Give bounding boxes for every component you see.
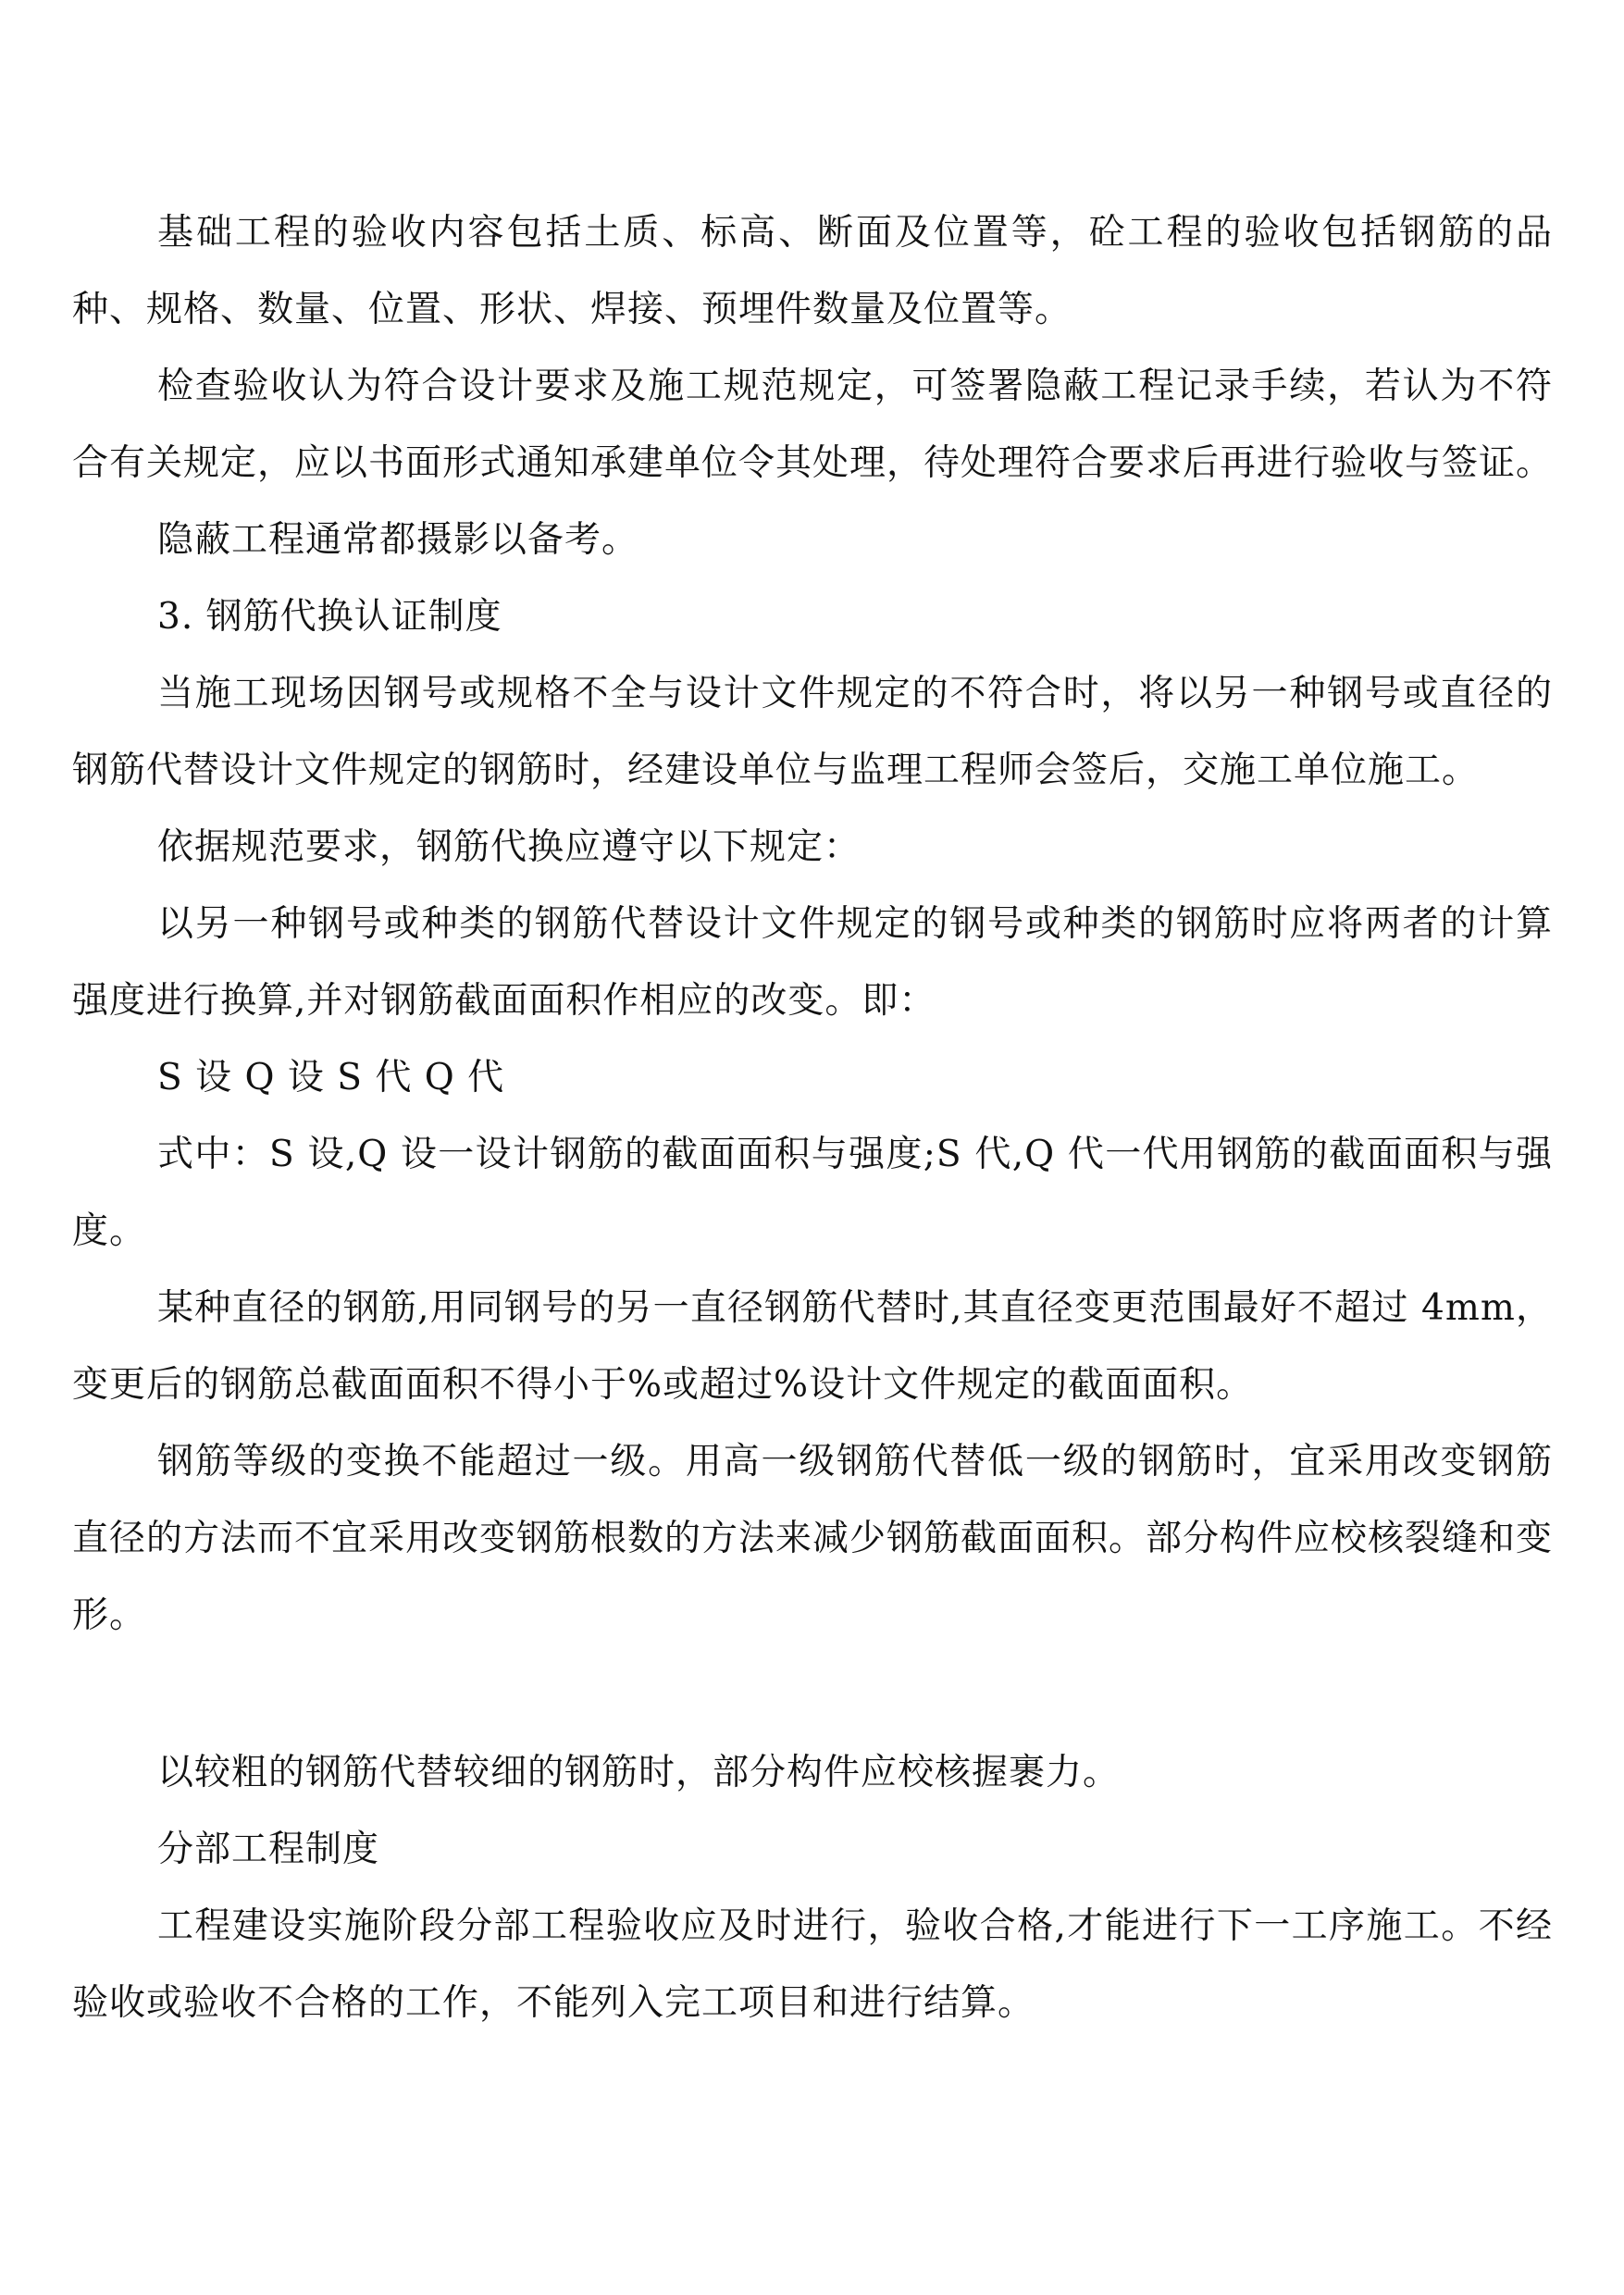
paragraph-photography: 隐蔽工程通常都摄影以备考。 [157, 519, 639, 561]
paragraph-foundation-acceptance: 基础工程的验收内容包括土质、标高、断面及位置等，砼工程的验收包括钢筋的品种、规格、数量、位置、形状、焊接、预埋件数量及位置等。 [72, 212, 1553, 330]
paragraph-formula-definition: 式中：S 设,Q 设一设计钢筋的截面面积与强度;S 代,Q 代一代用钢筋的截面面积与强度。 [72, 1134, 1553, 1252]
paragraph-strength-conversion: 以另一种钢号或种类的钢筋代替设计文件规定的钢号或种类的钢筋时应将两者的计算强度进行换算,并对钢筋截面面积作相应的改变。即： [72, 903, 1553, 1022]
document-body [72, 194, 1553, 2041]
paragraph-bond-check: 以较粗的钢筋代替较细的钢筋时，部分构件应校核握裹力。 [157, 1752, 1121, 1793]
paragraph-substitution-rules-intro: 依据规范要求，钢筋代换应遵守以下规定： [157, 826, 862, 868]
paragraph-substitution-condition: 当施工现场因钢号或规格不全与设计文件规定的不符合时，将以另一种钢号或直径的钢筋代替设计文件规定的钢筋时，经建设单位与监理工程师会签后，交施工单位施工。 [72, 673, 1553, 791]
paragraph-grade-change: 钢筋等级的变换不能超过一级。用高一级钢筋代替低一级的钢筋时，宜采用改变钢筋直径的方法而不宜采用改变钢筋根数的方法来减少钢筋截面面积。部分构件应校核裂缝和变形。 [72, 1441, 1554, 1636]
paragraph-inspection-signoff: 检查验收认为符合设计要求及施工规范规定，可签署隐蔽工程记录手续，若认为不符合有关规定，应以书面形式通知承建单位令其处理，待处理符合要求后再进行验收与签证。 [72, 366, 1554, 484]
section-heading-subproject: 分部工程制度 [157, 1829, 380, 1870]
section-heading-rebar-substitution: 3. 钢筋代换认证制度 [157, 596, 502, 638]
paragraph-diameter-change: 某种直径的钢筋,用同钢号的另一直径钢筋代替时,其直径变更范围最好不超过 4mm，变更后的钢筋总截面面积不得小于%或超过%设计文件规定的截面面积。 [72, 1287, 1553, 1406]
paragraph-subproject-acceptance: 工程建设实施阶段分部工程验收应及时进行，验收合格,才能进行下一工序施工。不经验收或验收不合格的工作，不能列入完工项目和进行结算。 [72, 1905, 1553, 2024]
formula-line: S 设 Q 设 S 代 Q 代 [157, 1057, 505, 1098]
